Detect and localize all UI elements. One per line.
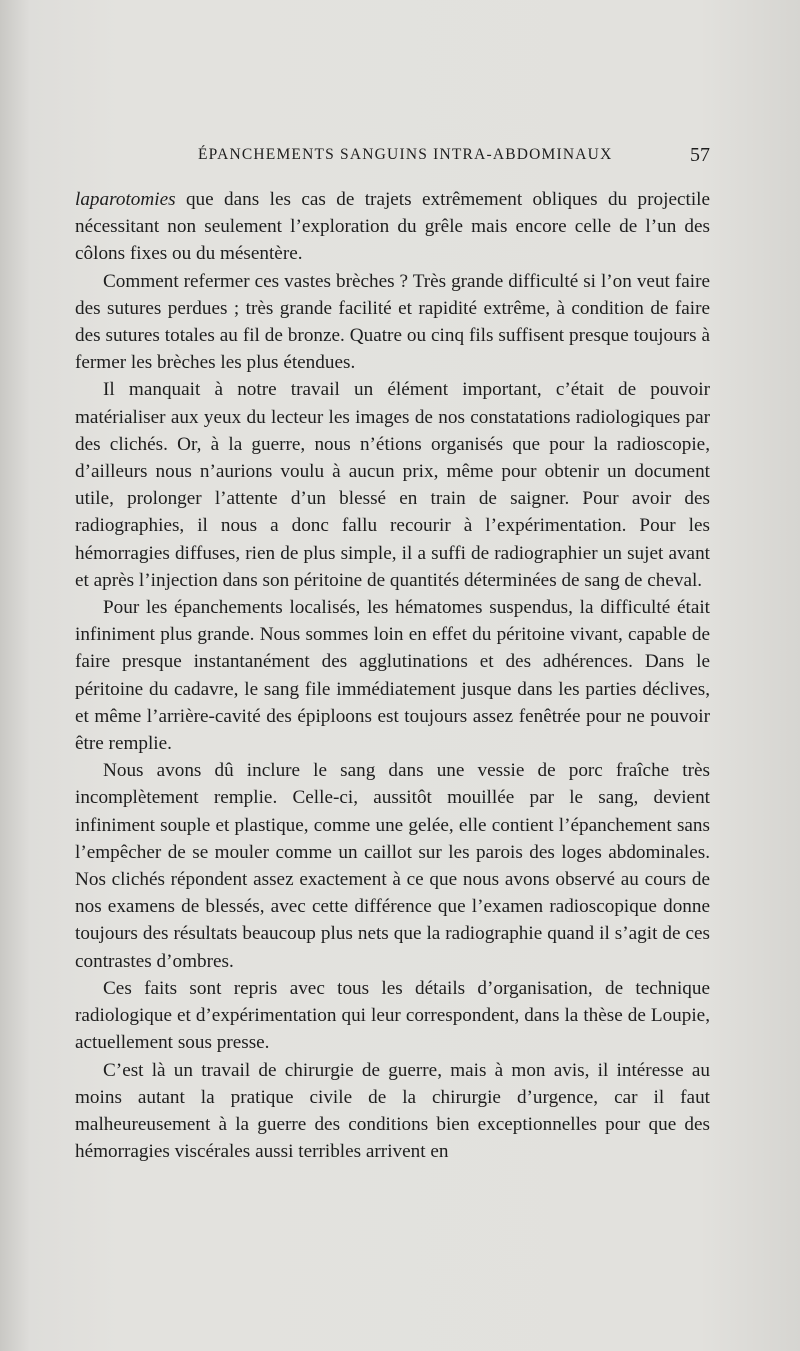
paragraph-text: C’est là un travail de chirurgie de guerre, mais à mon avis, il intéresse au moins autant la pratique civile de la chirurgie d’urgence, car il faut malheureusement à la guerre des conditions bien exceptionnelles pour que des hémorragies viscérales aussi terribles arrivent en [75, 1059, 710, 1163]
body-text [75, 186, 710, 1165]
paragraph-text: Pour les épanchements localisés, les hématomes suspendus, la difficulté était infiniment plus grande. Nous sommes loin en effet du péritoine vivant, capable de faire presque instantanément des agglutinations et des adhérences. Dans le péritoine du cadavre, le sang file immédiatement jusque dans les parties déclives, et même l’arrière-cavité des épiploons est toujours assez fenêtrée pour ne pouvoir être remplie. [75, 597, 710, 755]
running-head: ÉPANCHEMENTS SANGUINS INTRA-ABDOMINAUX [198, 146, 613, 163]
paragraph [75, 1057, 710, 1166]
paragraph-text: Ces faits sont repris avec tous les détails d’organisation, de technique radiologique et d’expérimentation qui leur correspondent, dans la thèse de Loupie, actuellement sous presse. [75, 977, 710, 1054]
paragraph [75, 594, 710, 757]
paragraph-text: que dans les cas de trajets extrêmement obliques du projectile nécessitant non seulement l’exploration du grêle mais encore celle de l’un des côlons fixes ou du mésentère. [75, 189, 710, 265]
paragraph-continuation [75, 186, 710, 268]
page-number: 57 [690, 144, 710, 166]
paragraph-text: Il manquait à notre travail un élément important, c’était de pouvoir matérialiser aux yeux du lecteur les images de nos constatations radiologiques par des clichés. Or, à la guerre, nous n’étions organisés que pour la radioscopie, d’ailleurs nous n’aurions voulu à aucun prix, même pour obtenir un document utile, prolonger l’attente d’un blessé en train de saigner. Pour avoir des radiographies, il nous a donc fallu recourir à l’expérimentation. Pour les hémorragies diffuses, rien de plus simple, il a suffi de radiographier un sujet avant et après l’injection dans son péritoine de quantités déterminées de sang de cheval. [75, 379, 710, 591]
paragraph [75, 268, 710, 377]
paragraph-text: Nous avons dû inclure le sang dans une vessie de porc fraîche très incomplètement remplie. Celle-ci, aussitôt mouillée par le sang, devient infiniment souple et plastique, comme une gelée, elle contient l’épanchement sans l’empêcher de se mouler comme un caillot sur les parois des loges abdominales. Nos clichés répondent assez exactement à ce que nous avons observé au cours de nos examens de blessés, avec cette différence que l’examen radioscopique donne toujours des résultats beaucoup plus nets que la radiographie quand il s’agit de ces contrastes d’ombres. [75, 760, 710, 972]
page-header [75, 146, 710, 170]
paragraph [75, 975, 710, 1057]
paragraph-text: Comment refermer ces vastes brèches ? Très grande difficulté si l’on veut faire des sutures perdues ; très grande facilité et rapidité extrême, à condition de faire des sutures totales au fil de bronze. Quatre ou cinq fils suffisent presque toujours à fermer les brèches les plus étendues. [75, 270, 710, 374]
italic-lead-word: laparotomies [75, 189, 176, 210]
paragraph [75, 376, 710, 594]
paragraph [75, 757, 710, 975]
